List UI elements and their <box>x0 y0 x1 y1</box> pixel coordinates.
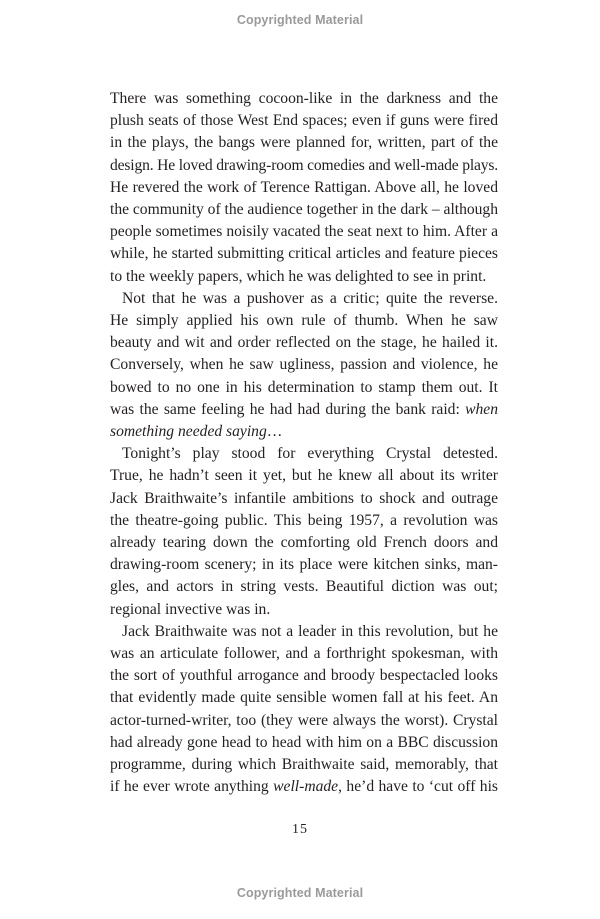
text-line: Tonight’s play stood for everything Crystal detested. <box>122 445 498 463</box>
text-line: He revered the work of Terence Rattigan. Above all, he loved <box>110 178 498 196</box>
text-line: gles, and actors in string vests. Beautiful diction was out; <box>110 578 498 596</box>
italic-text: when <box>465 400 498 418</box>
text-line: that evidently made quite sensible women fall at his feet. An <box>110 689 498 707</box>
text-line: was an articulate follower, and a forthright spokesman, with <box>110 645 498 663</box>
paragraph-3 <box>110 443 498 621</box>
text-run: was the same feeling he had had during the bank raid: <box>110 400 466 418</box>
text-line: the community of the audience together in the dark – although <box>110 201 498 219</box>
text-line: had already gone head to head with him on a BBC discussion <box>110 733 498 751</box>
text-line: in the plays, the bangs were planned for, written, part of the <box>110 134 498 152</box>
copyright-watermark-bottom: Copyrighted Material <box>236 886 364 900</box>
paragraph-2 <box>110 288 498 443</box>
text-line: There was something cocoon-like in the darkness and the <box>110 90 498 107</box>
text-line: to the weekly papers, which he was delighted to see in print. <box>110 267 487 285</box>
text-line: regional invective was in. <box>110 600 271 618</box>
text-line: Conversely, when he saw ugliness, passion and violence, he <box>110 356 498 374</box>
page-number: 15 <box>292 822 308 837</box>
text-line <box>110 399 498 421</box>
text-line: Jack Braithwaite’s infantile ambitions to shock and outrage <box>110 489 498 507</box>
body-text <box>110 88 498 799</box>
text-line: beauty and wit and order reflected on the stage, he hailed it. <box>110 334 498 352</box>
text-line: already tearing down the comforting old French doors and <box>110 534 498 552</box>
paragraph-1 <box>110 88 498 288</box>
text-line: actor-turned-writer, too (they were always the worst). Crystal <box>110 711 498 729</box>
text-line: bowed to no one in his determination to stamp them out. It <box>110 378 498 396</box>
text-line: plush seats of those West End spaces; even if guns were fired <box>110 112 498 130</box>
text-line: Not that he was a pushover as a critic; quite the reverse. <box>122 289 498 307</box>
paragraph-4 <box>110 621 498 799</box>
text-line: the theatre-going public. This being 1957, a revolution was <box>110 511 498 529</box>
text-line: True, he hadn’t seen it yet, but he knew all about its writer <box>110 467 498 485</box>
text-run: if he ever wrote anything <box>110 778 274 796</box>
text-line: people sometimes noisily vacated the seat next to him. After a <box>110 223 498 241</box>
text-line: design. He loved drawing-room comedies and well-made plays. <box>110 156 498 174</box>
text-line: while, he started submitting critical articles and feature pieces <box>110 245 498 263</box>
text-line: Jack Braithwaite was not a leader in this revolution, but he <box>122 622 498 640</box>
text-line: He simply applied his own rule of thumb. When he saw <box>110 312 498 330</box>
italic-text: well-made <box>273 778 339 796</box>
text-line: programme, during which Braithwaite said, memorably, that <box>110 756 498 774</box>
text-run: , he’d have to ‘cut off his <box>338 778 498 796</box>
copyright-watermark-top: Copyrighted Material <box>236 13 364 27</box>
text-line: drawing-room scenery; in its place were kitchen sinks, man- <box>110 556 498 574</box>
italic-text: something needed saying <box>110 423 267 441</box>
text-line <box>110 421 498 443</box>
text-run: … <box>266 423 283 441</box>
text-line: the sort of youthful arrogance and broody bespectacled looks <box>110 667 498 685</box>
text-line <box>110 776 498 798</box>
